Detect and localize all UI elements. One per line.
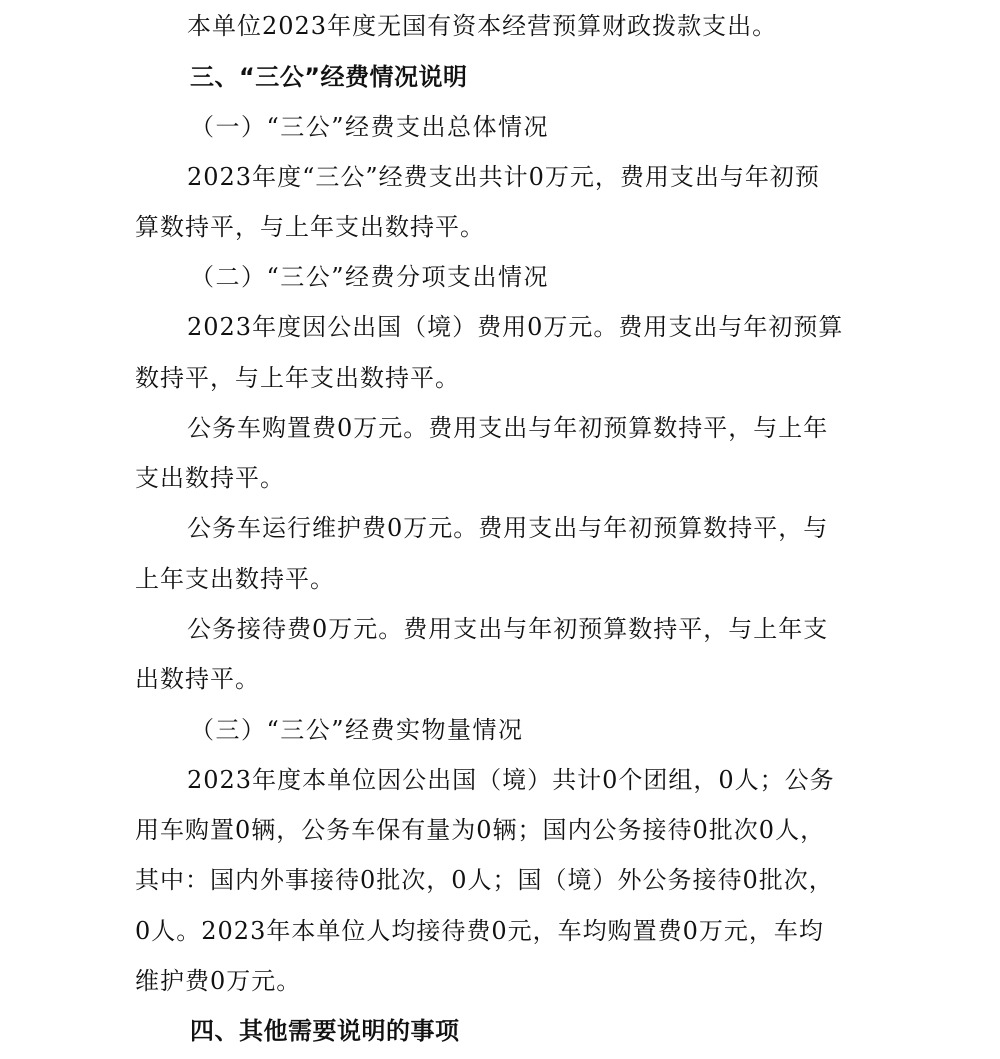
paragraph-line: 上年支出数持平。: [135, 565, 335, 593]
subsection-heading-1: （一）“三公”经费支出总体情况: [190, 113, 550, 141]
paragraph-line: 维护费0万元。: [135, 967, 302, 995]
paragraph-line: 出数持平。: [135, 665, 260, 693]
paragraph-line: 0人。2023年本单位人均接待费0元，车均购置费0万元，车均: [135, 917, 824, 945]
paragraph-line: 其中：国内外事接待0批次，0人；国（境）外公务接待0批次，: [135, 866, 834, 894]
paragraph-line: 数持平，与上年支出数持平。: [135, 364, 460, 392]
paragraph-line: 本单位2023年度无国有资本经营预算财政拨款支出。: [187, 12, 778, 40]
paragraph-line: 公务接待费0万元。费用支出与年初预算数持平，与上年支: [187, 615, 829, 643]
paragraph-line: 公务车购置费0万元。费用支出与年初预算数持平，与上年: [187, 414, 829, 442]
subsection-heading-3: （三）“三公”经费实物量情况: [190, 716, 524, 744]
paragraph-line: 算数持平，与上年支出数持平。: [135, 213, 485, 241]
paragraph-line: 2023年度本单位因公出国（境）共计0个团组，0人；公务: [187, 766, 835, 794]
subsection-heading-2: （二）“三公”经费分项支出情况: [190, 263, 550, 291]
paragraph-line: 用车购置0辆，公务车保有量为0辆；国内公务接待0批次0人，: [135, 816, 826, 844]
paragraph-line: 支出数持平。: [135, 464, 285, 492]
paragraph-line: 2023年度“三公”经费支出共计0万元，费用支出与年初预: [187, 163, 820, 191]
paragraph-line: 2023年度因公出国（境）费用0万元。费用支出与年初预算: [187, 313, 844, 341]
paragraph-line: 公务车运行维护费0万元。费用支出与年初预算数持平，与: [187, 514, 829, 542]
section-heading-4: 四、其他需要说明的事项: [190, 1017, 460, 1045]
section-heading-3: 三、“三公”经费情况说明: [190, 63, 468, 91]
